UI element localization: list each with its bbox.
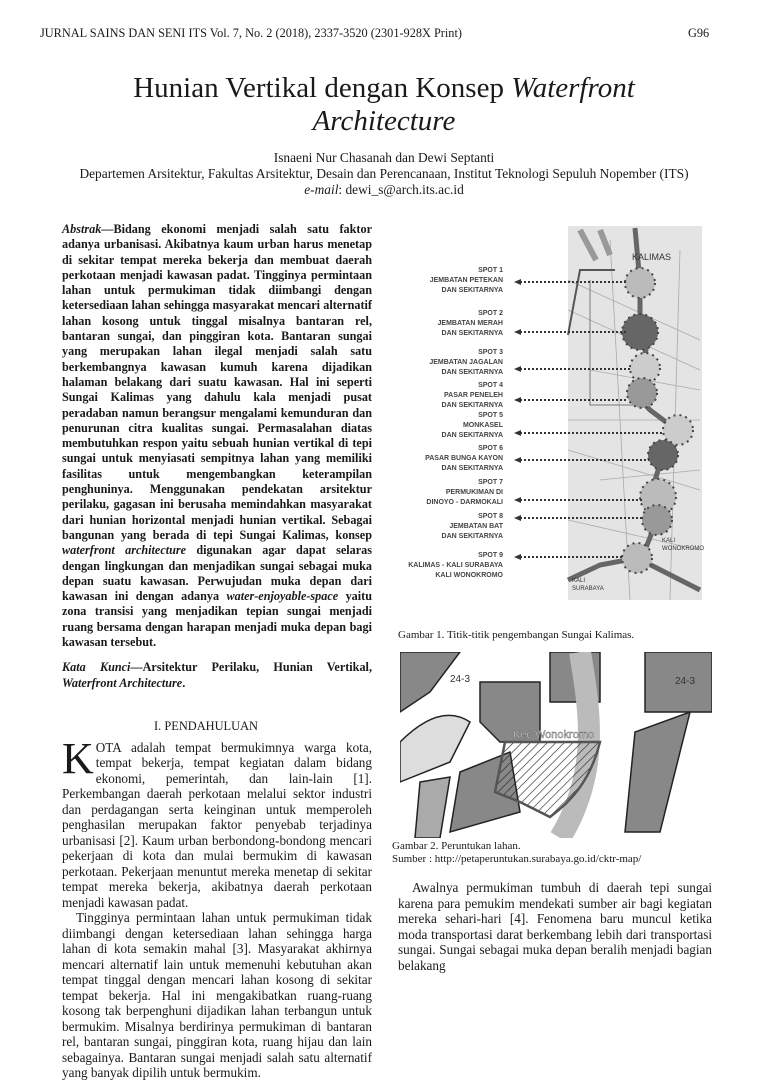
title-italic: Waterfront	[511, 72, 635, 104]
abstract	[62, 222, 372, 650]
abstract-italic: water-enjoyable-space	[226, 589, 339, 604]
left-column	[40, 222, 372, 1081]
email-value: : dewi_s@arch.its.ac.id	[338, 182, 464, 197]
keywords-italic: Waterfront Architecture	[62, 675, 183, 690]
paragraph-text: OTA adalah tempat bermukimnya warga kota, tempat bekerja, tempat kegiatan dalam bidang ekonomi, pemerintah, dan lain-lain [1]. Perkembangan daerah perkotaan melalui sektor industri dan perdagangan serta keinginan untuk memperoleh penghasilan merupakan faktor penyebab terjadinya urbanisasi [2]. Kaum urban berbondong-bondong mencari pekerjaan di kota dan mulai bermukim di kawasan perkotaan. Pekerjaan menuntut mereka menetap di sekitar tempat mereka bekerja, akibatnya daerah perkotaan menjadi kawasan padat.	[62, 739, 372, 910]
spot-label: SPOT 2	[478, 310, 503, 317]
keywords-text: —Arsitektur Perilaku, Hunian Vertikal,	[130, 660, 372, 675]
spot-label: SPOT 4	[478, 382, 503, 389]
keywords-label: Kata Kunci	[62, 660, 131, 675]
spot-label: SPOT 5	[478, 412, 503, 419]
spot-label: JEMBATAN PETEKAN	[429, 277, 503, 284]
spot-label: JEMBATAN MERAH	[437, 320, 503, 327]
spot-label: JEMBATAN JAGALAN	[429, 359, 503, 366]
spot-label: SPOT 3	[478, 349, 503, 356]
spot-label: DAN SEKITARNYA	[441, 369, 503, 376]
spot-label: KALI WONOKROMO	[435, 572, 503, 579]
authors: Isnaeni Nur Chasanah dan Dewi Septanti	[273, 150, 495, 165]
map-label: KALI	[572, 578, 586, 584]
spot-label: DAN SEKITARNYA	[441, 533, 503, 540]
email	[0, 182, 768, 198]
spot-label: KALIMAS - KALI SURABAYA	[408, 562, 503, 569]
spot-label: DINOYO - DARMOKALI	[426, 499, 503, 506]
spot-label: DAN SEKITARNYA	[441, 432, 503, 439]
arrowhead-icon	[514, 457, 521, 463]
title-italic-line2: Architecture	[312, 105, 456, 137]
paragraph	[62, 733, 372, 911]
spot-label: DAN SEKITARNYA	[441, 402, 503, 409]
spot-label: JEMBATAN BAT	[449, 523, 503, 530]
paragraph: Tingginya permintaan lahan untuk permukiman tidak diimbangi dengan ketersediaan lahan sehingga harga lahan di kota semakin mahal [3]. Masyarakat akhirnya mencari alternatif lain untuk memenuhi kebutuhan akan tempat tinggal dengan mencari lahan kosong di sekitar tempat bekerja. Hal ini mengakibatkan ruang-ruang kosong tak berpenghuni dijadikan lahan terbangun untuk bermukim. Misalnya berdirinya permukiman di bantaran rel, bantaran sungai, pinggiran kota, ruang hijau dan lain sebagainya. Bantaran sungai menjadi salah satu alternatif yang banyak dipilih untuk bermukim.	[62, 910, 372, 1081]
spot-label: SPOT 1	[478, 267, 503, 274]
section-heading: I. PENDAHULUAN	[154, 718, 258, 733]
spot-label: SPOT 6	[478, 445, 503, 452]
journal-header: JURNAL SAINS DAN SENI ITS Vol. 7, No. 2 (2018), 2337-3520 (2301-928X Print)	[40, 26, 462, 40]
spot-label: SPOT 7	[478, 479, 503, 486]
spot-marker	[622, 314, 658, 350]
map-label: 24-3	[675, 676, 696, 687]
figure-2-caption: Gambar 2. Peruntukan lahan.	[392, 840, 521, 852]
keywords-end: .	[182, 675, 186, 690]
spot-label: MONKASEL	[462, 422, 503, 429]
arrowhead-icon	[514, 366, 521, 372]
spot-label: DAN SEKITARNYA	[441, 330, 503, 337]
map-label-kalimas: KALIMAS	[632, 252, 672, 262]
keywords	[62, 660, 372, 691]
arrowhead-icon	[514, 397, 521, 403]
map-label: 24-3	[450, 674, 471, 685]
map-label: KALI	[662, 538, 676, 544]
figure-1-caption: Gambar 1. Titik-titik pengembangan Sungai Kalimas.	[398, 629, 635, 641]
affiliation: Departemen Arsitektur, Fakultas Arsitektur, Desain dan Perencanaan, Institut Teknologi Sepuluh Nopember (ITS)	[79, 166, 689, 181]
abstract-text: —Bidang ekonomi menjadi salah satu faktor adanya urbanisasi. Akibatnya kaum urban harus menetap di sekitar tempat mereka bekerja dan membuat daerah perkotaan menjadi kawasan padat. Tingginya permintaan lahan untuk permukiman tidak diimbangi dengan ketersediaan lahan sehingga masyarakat mencari alternatif lahan kosong untuk tinggal misalnya bantaran rel, bantaran sungai, dan pinggiran kota. Bantaran sungai yang merupakan lahan ilegal menjadi salah satu berkembangnya kawasan kumuh karena dijadikan halaman belakang dari suatu kawasan. Hal ini seperti Sungai Kalimas yang dahulu kala menjadi pusat peradaban namun berangsur mengalami kemunduran dan penurunan citra kualitas sungai. Permasalahan diatas membutuhkan respon yaitu sebuah hunian vertikal di tepi sungai untuk menyiasati sempitnya lahan yang memiliki fasilitas untuk mengembangkan keterampilan penghuninya. Menggunakan pendekatan arsitektur perilaku, gagasan ini berusaha memindahkan masyarakat dari hunian horizontal menjadi hunian vertikal. Sebagai bangunan yang berada di tepi Sungai Kalimas, konsep	[62, 222, 372, 542]
arrowhead-icon	[514, 554, 521, 560]
spot-marker	[625, 268, 655, 298]
abstract-italic: waterfront architecture	[62, 543, 187, 558]
title-part: Hunian Vertikal dengan Konsep	[133, 72, 512, 104]
abstract-label: Abstrak	[62, 222, 102, 236]
map-label: WONOKROMO	[662, 546, 704, 552]
figure-2-source: Sumber : http://petaperuntukan.surabaya.go.id/cktr-map/	[392, 853, 642, 865]
arrowhead-icon	[514, 329, 521, 335]
paragraph: Awalnya permukiman tumbuh di daerah tepi sungai karena para pemukim mendekati sumber air bagi kegiatan mereka sehari-hari [4]. Fenomena baru muncul ketika moda transportasi darat berkembang lebih dari transportasi sungai. Sungai sebagai muka depan beralih menjadi bagian belakang	[398, 880, 712, 973]
arrowhead-icon	[514, 430, 521, 436]
spot-label: SPOT 9	[478, 552, 503, 559]
spot-marker	[627, 378, 657, 408]
spot-label: SPOT 8	[478, 513, 503, 520]
page-number: G96	[688, 26, 710, 40]
arrowhead-icon	[514, 515, 521, 521]
figure-1	[400, 220, 730, 625]
figure-2-caption-block	[392, 840, 722, 866]
spot-label: PERMUKIMAN DI	[445, 489, 503, 496]
map-label: SURABAYA	[572, 586, 604, 592]
spot-label: PASAR BUNGA KAYON	[425, 455, 503, 462]
map-label-district: Kec Wonokromo	[513, 729, 595, 741]
drop-cap: K	[62, 733, 94, 783]
spot-label: DAN SEKITARNYA	[441, 287, 503, 294]
abstract-text: yaitu zona transisi yang menjadikan tepian sungai menjadi ruang bersama dengan harapan menjadi muka depan bagi kawasan tersebut.	[62, 589, 373, 650]
arrowhead-icon	[514, 279, 521, 285]
spot-marker	[663, 415, 693, 445]
abstract-text: digunakan agar dapat selaras dengan lingkungan dan menjadikan sungai sebagai muka depan suatu kawasan. Perwujudan muka depan dari kawasan ini dengan adanya	[62, 543, 372, 604]
spot-label: DAN SEKITARNYA	[441, 465, 503, 472]
spot-label: PASAR PENELEH	[444, 392, 503, 399]
spot-marker	[648, 440, 678, 470]
spot-marker	[642, 505, 672, 535]
spot-marker	[622, 543, 652, 573]
figure-2	[400, 652, 712, 838]
paper-title	[0, 72, 768, 138]
arrowhead-icon	[514, 497, 521, 503]
email-label: e-mail	[304, 182, 339, 197]
